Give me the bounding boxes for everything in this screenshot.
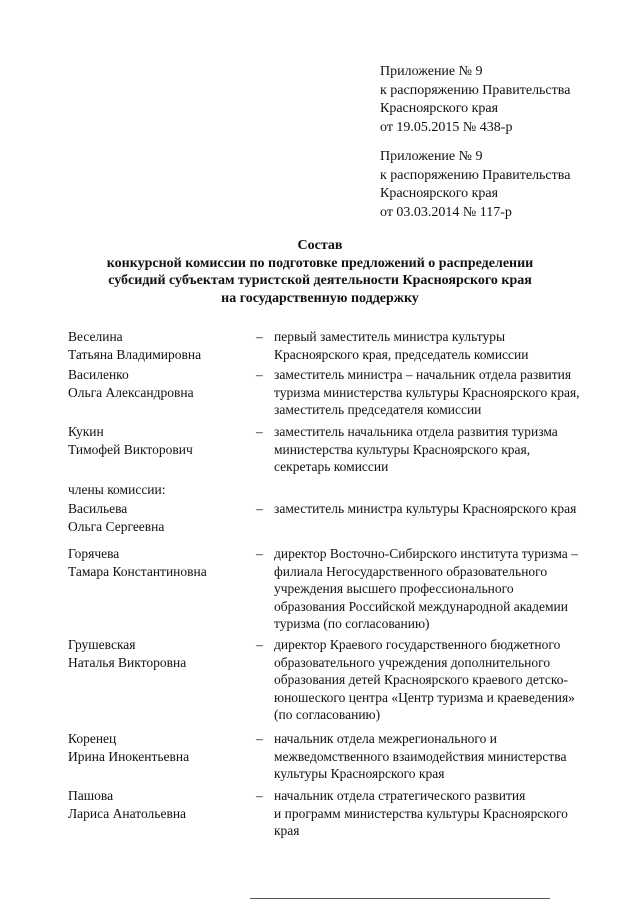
member-surname: Коренец <box>68 731 117 746</box>
title-line: на государственную поддержку <box>221 290 419 306</box>
member-given-name: Лариса Анатольевна <box>68 805 187 821</box>
dash-separator: – <box>256 731 263 746</box>
position-line: филиала Негосударственного образовательного <box>274 563 548 579</box>
position-line: образования детей Красноярского краевого детско- <box>274 672 568 687</box>
member-surname: Грушевская <box>68 637 136 652</box>
position-line: учреждения высшего профессионального <box>274 581 514 596</box>
member-position <box>274 787 619 840</box>
position-line: министерства культуры Красноярского края, <box>274 441 531 457</box>
position-line: образования Российской международной академии <box>274 598 568 614</box>
appendix-line: к распоряжению Правительства <box>380 167 571 183</box>
member-name <box>68 500 253 535</box>
member-name <box>68 366 253 401</box>
position-line: директор Краевого государственного бюджетного <box>274 637 561 652</box>
appendix-line: Приложение № 9 <box>380 64 483 79</box>
position-line: директор Восточно-Сибирского института туризма – <box>274 546 578 561</box>
position-line: начальник отдела межрегионального и <box>274 731 497 746</box>
position-line: края <box>274 823 300 838</box>
position-line: секретарь комиссии <box>274 459 389 474</box>
member-surname: Веселина <box>68 329 123 344</box>
member-given-name: Наталья Викторовна <box>68 654 187 670</box>
appendix-line: к распоряжению Правительства <box>380 82 571 98</box>
dash-separator: – <box>256 501 263 516</box>
member-given-name: Ольга Сергеевна <box>68 518 165 534</box>
appendix-header-current <box>380 63 620 137</box>
member-position <box>274 636 619 724</box>
member-surname: Пашова <box>68 788 114 803</box>
position-line: заместитель председателя комиссии <box>274 402 482 417</box>
member-name <box>68 328 253 363</box>
member-position <box>274 500 619 518</box>
appendix-line: Красноярского края <box>380 186 499 201</box>
document-title <box>60 237 580 307</box>
member-position <box>274 545 619 633</box>
member-given-name: Татьяна Владимировна <box>68 346 202 362</box>
position-line: и программ министерства культуры Красноярского <box>274 805 568 821</box>
appendix-line: от 03.03.2014 № 117-р <box>380 204 512 220</box>
position-line: первый заместитель министра культуры <box>274 329 506 344</box>
member-given-name: Ольга Александровна <box>68 384 194 400</box>
position-line: культуры Красноярского края <box>274 766 445 781</box>
appendix-line: Приложение № 9 <box>380 149 483 164</box>
member-name <box>68 545 253 580</box>
members-section-label: члены комиссии: <box>68 482 166 497</box>
dash-separator: – <box>256 424 263 439</box>
member-name <box>68 636 253 671</box>
position-line: заместитель начальника отдела развития туризма <box>274 424 558 439</box>
member-surname: Горячева <box>68 546 120 561</box>
footer-divider <box>250 898 550 899</box>
position-line: юношеского центра «Центр туризма и краеведения» <box>274 689 575 705</box>
position-line: заместитель министра – начальник отдела развития <box>274 367 572 382</box>
appendix-header-original <box>380 148 620 222</box>
member-surname: Василенко <box>68 367 129 382</box>
position-line: туризма министерства культуры Красноярского края, <box>274 384 580 400</box>
dash-separator: – <box>256 637 263 652</box>
member-given-name: Тамара Константиновна <box>68 563 207 579</box>
member-given-name: Тимофей Викторович <box>68 441 193 457</box>
member-position <box>274 366 619 419</box>
member-name <box>68 787 253 822</box>
dash-separator: – <box>256 329 263 344</box>
member-name <box>68 730 253 765</box>
appendix-line: от 19.05.2015 № 438-р <box>380 119 513 135</box>
title-line: конкурсной комиссии по подготовке предложений о распределении <box>106 255 534 271</box>
member-position <box>274 328 619 363</box>
appendix-line: Красноярского края <box>380 101 499 116</box>
position-line: (по согласованию) <box>274 707 381 722</box>
member-surname: Кукин <box>68 424 104 439</box>
member-surname: Васильева <box>68 501 128 516</box>
position-line: заместитель министра культуры Красноярского края <box>274 501 577 516</box>
position-line: начальник отдела стратегического развития <box>274 788 526 803</box>
position-line: образовательного учреждения дополнительного <box>274 654 551 670</box>
position-line: Красноярского края, председатель комиссии <box>274 346 529 362</box>
dash-separator: – <box>256 546 263 561</box>
position-line: межведомственного взаимодействия министерства <box>274 748 567 764</box>
dash-separator: – <box>256 367 263 382</box>
member-position <box>274 730 619 783</box>
member-position <box>274 423 619 476</box>
dash-separator: – <box>256 788 263 803</box>
title-line: субсидий субъектам туристской деятельности Красноярского края <box>108 273 532 288</box>
member-name <box>68 423 253 458</box>
title-line: Состав <box>297 238 343 253</box>
position-line: туризма (по согласованию) <box>274 616 430 631</box>
member-given-name: Ирина Инокентьевна <box>68 748 190 764</box>
